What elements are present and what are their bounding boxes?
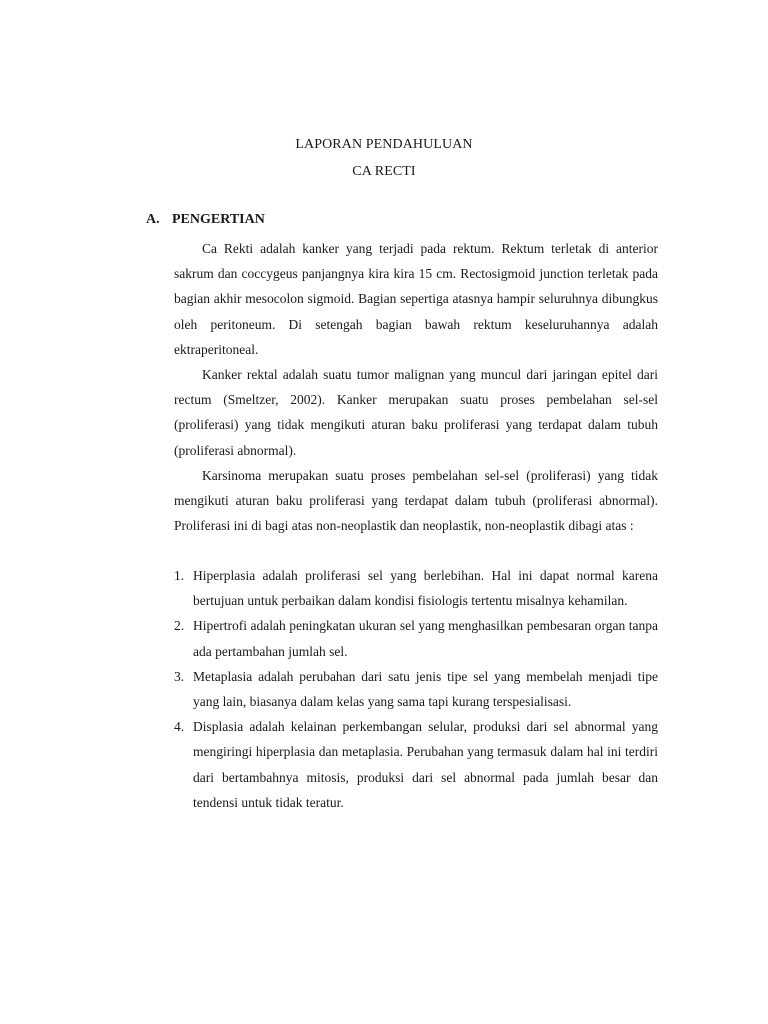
list-item-number: 4.	[174, 719, 185, 735]
list-item-text: Hipertrofi adalah peningkatan ukuran sel yang menghasilkan pembesaran organ tanpa ada pertambahan jumlah sel.	[193, 618, 658, 659]
list-item-number: 2.	[174, 618, 185, 634]
list-item-number: 3.	[174, 668, 185, 684]
document-title: LAPORAN PENDAHULUAN	[295, 137, 473, 152]
section-letter: A.	[146, 212, 160, 227]
list-item-text: Metaplasia adalah perubahan dari satu jenis tipe sel yang membelah menjadi tipe yang lain, biasanya dalam kelas yang sama tapi kurang terspesialisasi.	[193, 668, 658, 710]
paragraph: Karsinoma merupakan suatu proses pembelahan sel-sel (proliferasi) yang tidak mengikuti aturan baku proliferasi yang terdapat dalam tubuh (proliferasi abnormal). Proliferasi ini di bagi atas non-neoplastik dan neoplastik, non-neoplastik dibagi atas :	[174, 467, 658, 534]
document-subtitle: CA RECTI	[352, 164, 416, 179]
numbered-list	[174, 563, 658, 815]
list-item	[174, 613, 658, 663]
list-item-number: 1.	[174, 568, 185, 583]
section-body	[174, 236, 658, 538]
list-item-text: Hiperplasia adalah proliferasi sel yang berlebihan. Hal ini dapat normal karena bertujuan untuk perbaikan dalam kondisi fisiologis tertentu misalnya kehamilan.	[193, 568, 658, 609]
list-item-text: Displasia adalah kelainan perkembangan selular, produksi dari sel abnormal yang mengiringi hiperplasia dan metaplasia. Perubahan yang termasuk dalam hal ini terdiri dari bertambahnya mitosis, produksi dari sel abnormal pada jumlah besar dan tendensi untuk tidak teratur.	[193, 719, 658, 810]
section-heading	[146, 212, 265, 228]
list-item	[174, 563, 658, 613]
paragraph: Kanker rektal adalah suatu tumor malignan yang muncul dari jaringan epitel dari rectum (Smeltzer, 2002). Kanker merupakan suatu proses pembelahan sel-sel (proliferasi) yang tidak mengikuti aturan baku proliferasi yang terdapat dalam tubuh (proliferasi abnormal).	[174, 367, 658, 458]
paragraph: Ca Rekti adalah kanker yang terjadi pada rektum. Rektum terletak di anterior sakrum dan coccygeus panjangnya kira kira 15 cm. Rectosigmoid junction terletak pada bagian akhir mesocolon sigmoid. Bagian sepertiga atasnya hampir seluruhnya dibungkus oleh peritoneum. Di setengah bagian bawah rektum keseluruhannya adalah ektraperitoneal.	[174, 241, 658, 357]
list-item	[174, 664, 658, 714]
section-title: PENGERTIAN	[172, 212, 265, 227]
list-item	[174, 714, 658, 815]
